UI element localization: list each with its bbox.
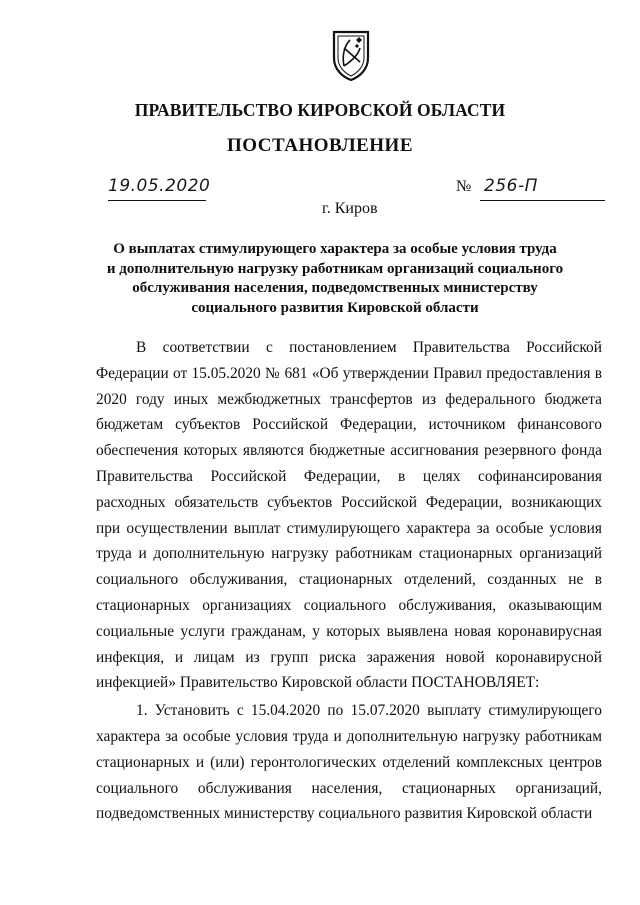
- subject-line: социального развития Кировской области: [191, 299, 479, 316]
- document-type-title: ПОСТАНОВЛЕНИЕ: [226, 135, 414, 156]
- document-city: г. Киров: [322, 200, 378, 217]
- subject-line: и дополнительную нагрузку работникам организаций социального: [106, 260, 564, 277]
- document-date: 19.05.2020: [108, 176, 211, 196]
- document-body: [96, 335, 602, 827]
- document-date-field: [108, 176, 211, 201]
- subject-line: О выплатах стимулирующего характера за особые условия труда: [113, 241, 557, 257]
- number-sign: №: [456, 178, 472, 195]
- document-subject: [90, 240, 580, 318]
- subject-line: обслуживания населения, подведомственных министерству: [132, 280, 538, 296]
- document-number-field: [480, 176, 605, 201]
- coat-of-arms-icon: [330, 28, 372, 82]
- clause-paragraph: 1. Установить с 15.04.2020 по 15.07.2020 выплату стимулирующего характера за особые условия труда и дополнительную нагрузку работникам стационарных и (или) геронтологических отделений комплексных центров социального обслуживания населения, стационарных организаций, подведомственных министерству социального развития Кировской области: [96, 702, 602, 823]
- document-number: 256-П: [484, 176, 538, 196]
- organization-title: ПРАВИТЕЛЬСТВО КИРОВСКОЙ ОБЛАСТИ: [134, 100, 506, 120]
- preamble-paragraph: В соответствии с постановлением Правительства Российской Федерации от 15.05.2020 № 681 «Об утверждении Правил предоставления в 2020 году иных межбюджетных трансфертов из федерального бюджета бюджетам субъектов Российской Федерации, источником финансового обеспечения которых являются бюджетные ассигнования резервного фонда Правительства Российской Федерации, в целях софинансирования расходных обязательств субъектов Российской Федерации, возникающих при осуществлении выплат стимулирующего характера за особые условия труда и дополнительную нагрузку работникам стационарных организаций социального обслуживания, стационарных отделений, созданных не в стационарных организациях социального обслуживания, оказывающим социальные услуги гражданам, у которых выявлена новая коронавирусная инфекция, и лицам из групп риска заражения новой коронавирусной инфекцией» Правительство Кировской области ПОСТАНОВЛЯЕТ:: [96, 339, 602, 692]
